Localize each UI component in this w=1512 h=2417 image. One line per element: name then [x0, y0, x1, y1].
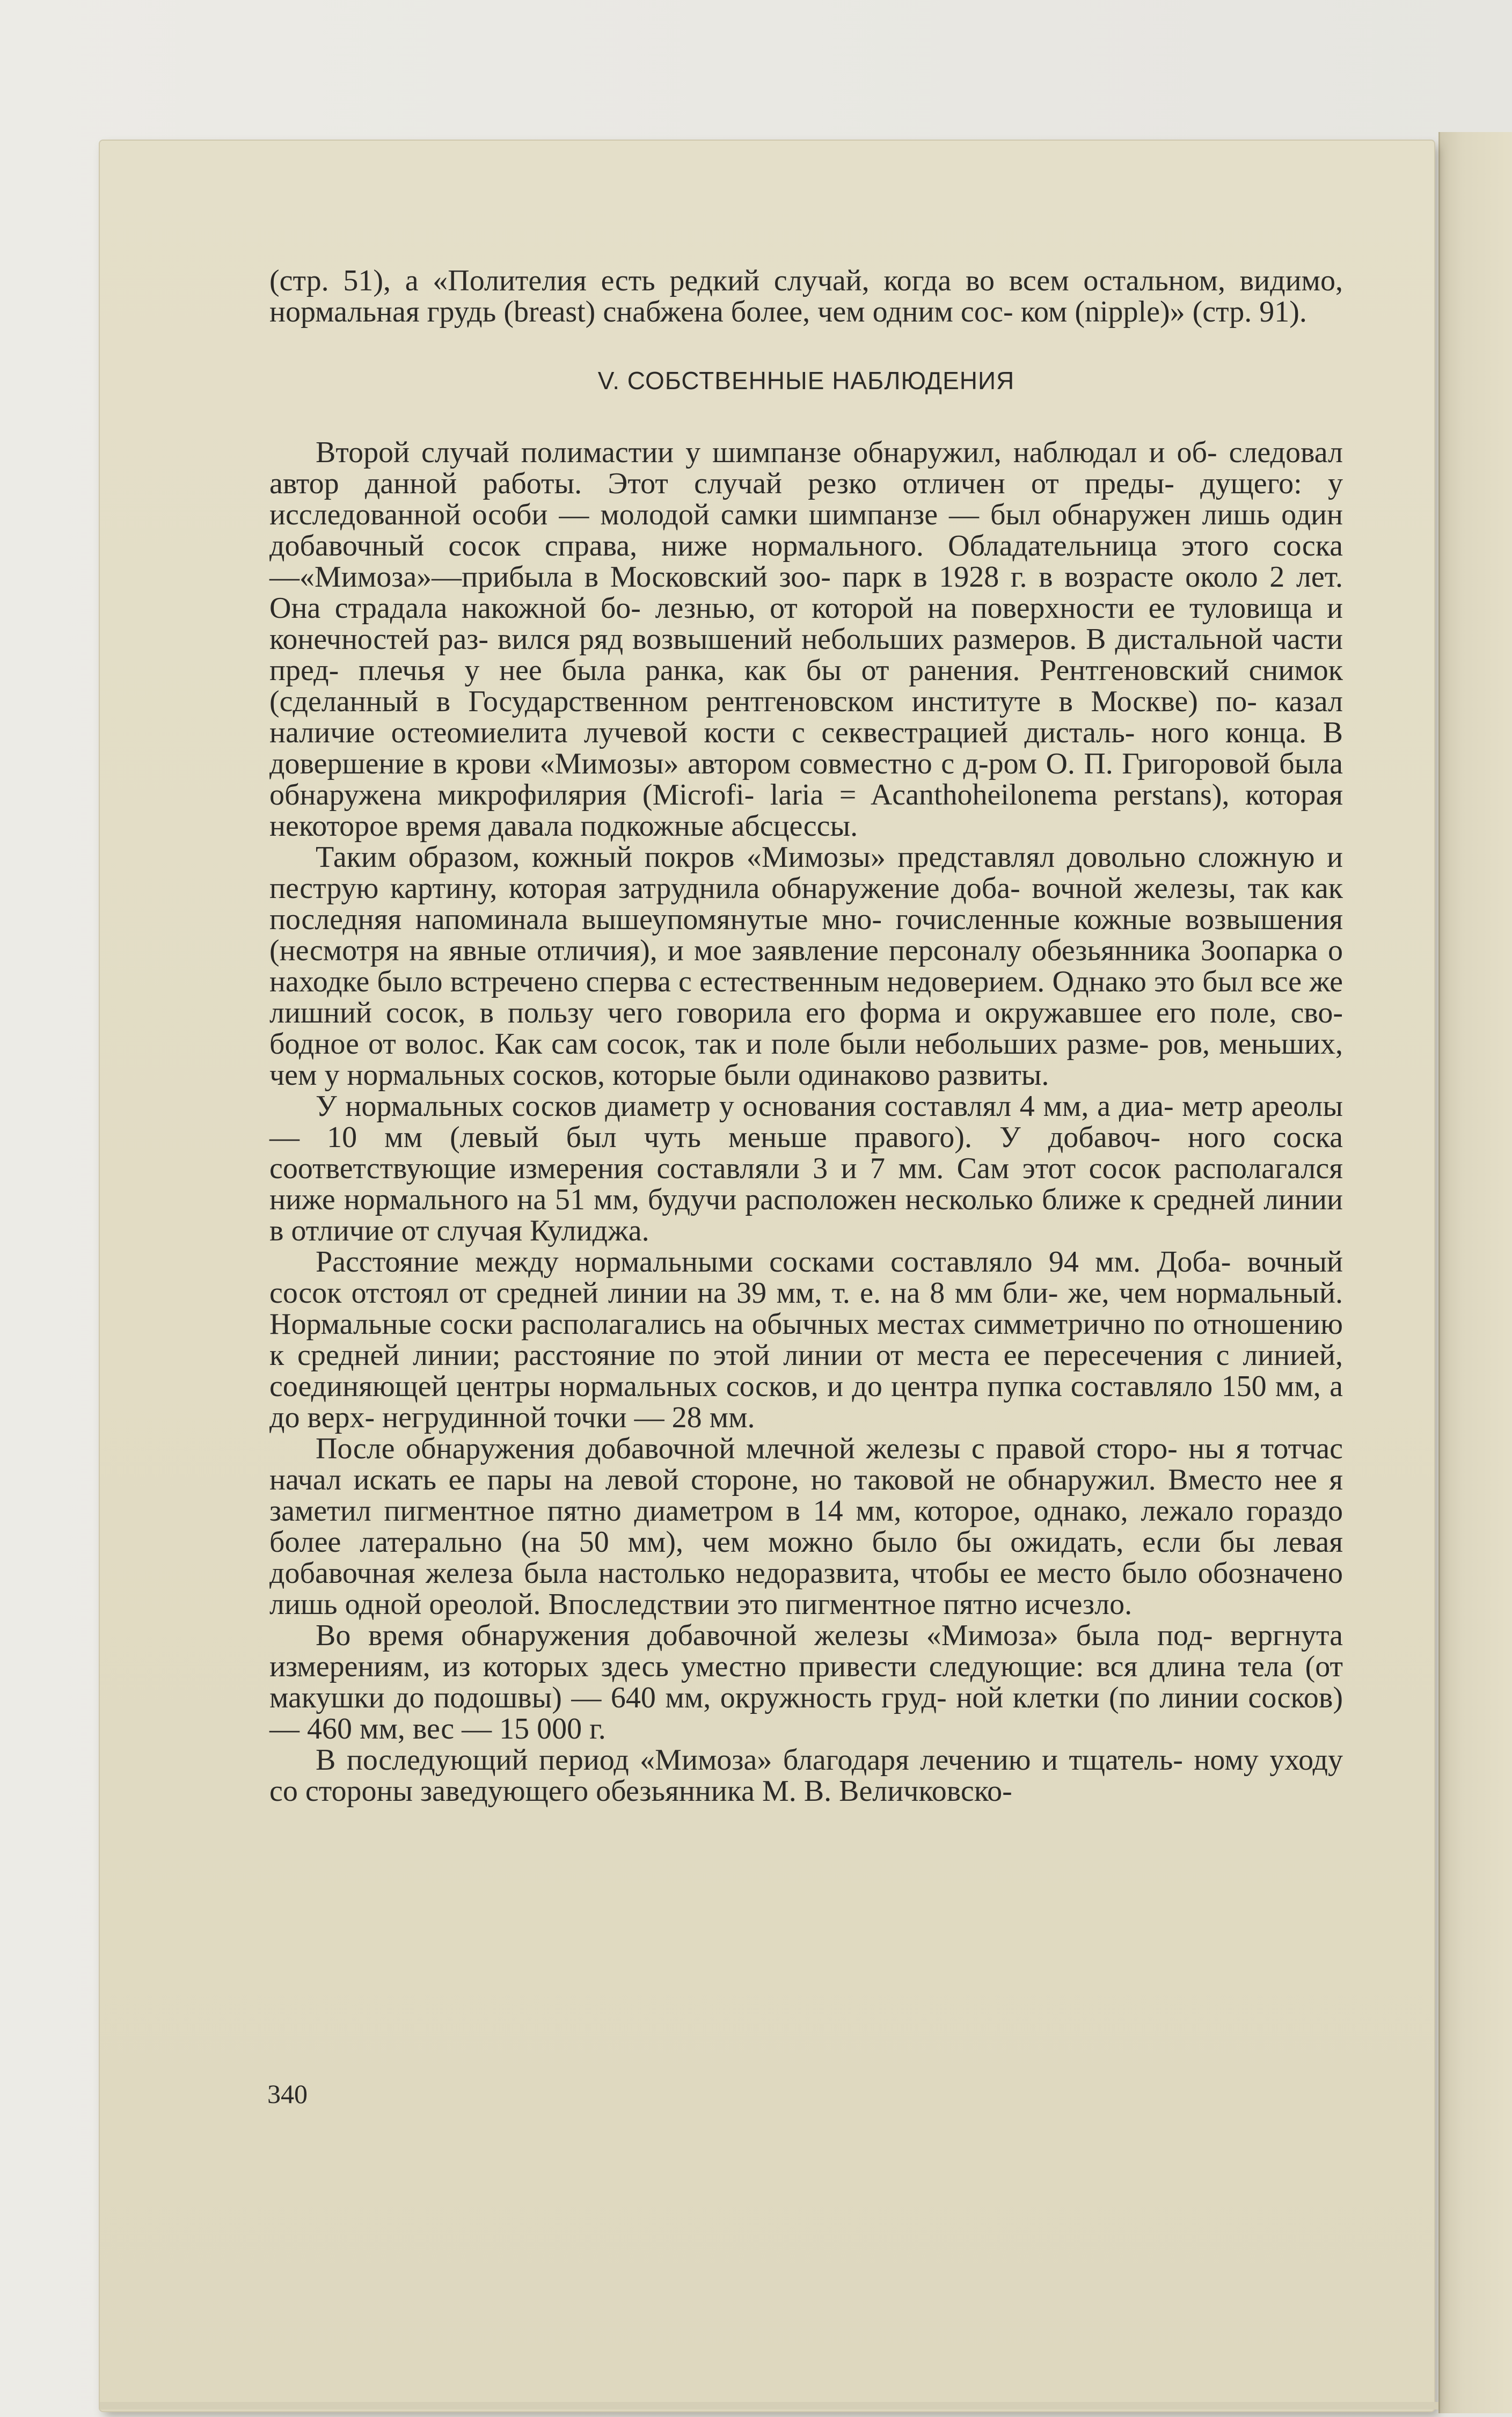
body-paragraph-1: Второй случай полимастии у шимпанзе обнаружил, наблюдал и об- следовал автор данной работы. Этот случай резко отличен от преды- дущего: у исследованной особи — молодой самки шимпанзе — был обнаружен лишь один добавочный сосок справа, ниже нормального. Обладательница этого соска—«Мимоза»—прибыла в Московский зоо- парк в 1928 г. в возрасте около 2 лет. Она страдала накожной бо- лезнью, от которой на поверхности ее туловища и конечностей раз- вился ряд возвышений небольших размеров. В дистальной части пред- плечья у нее была ранка, как бы от ранения. Рентгеновский снимок (сделанный в Государственном рентгеновском институте в Москве) по- казал наличие остеомиелита лучевой кости с секвестрацией дисталь- ного конца. В довершение в крови «Мимозы» автором совместно с д-ром О. П. Григоровой была обнаружена микрофилярия (Microfi- laria = Acanthoheilonema perstans), которая некоторое время давала подкожные абсцессы.	[269, 436, 1343, 843]
page-bottom-edge	[100, 2402, 1438, 2409]
opening-paragraph: (стр. 51), а «Полителия есть редкий случай, когда во всем остальном, видимо, нормальная грудь (breast) снабжена более, чем одним сос- ком (nipple)» (стр. 91).	[269, 264, 1343, 328]
next-page-edge	[1438, 132, 1512, 2413]
page-text-block	[269, 265, 1343, 1807]
body-paragraph-4: Расстояние между нормальными сосками составляло 94 мм. Доба- вочный сосок отстоял от средней линии на 39 мм, т. е. на 8 мм бли- же, чем нормальный. Нормальные соски располагались на обычных местах симметрично по отношению к средней линии; расстояние по этой линии от места ее пересечения с линией, соединяющей центры нормальных сосков, и до центра пупка составляло 150 мм, а до верх- негрудинной точки — 28 мм.	[269, 1245, 1343, 1434]
section-heading: V. СОБСТВЕННЫЕ НАБЛЮДЕНИЯ	[597, 367, 1015, 395]
body-paragraph-7: В последующий период «Мимоза» благодаря лечению и тщатель- ному уходу со стороны заведующего обезьянника М. В. Величковско-	[269, 1743, 1343, 1808]
body-paragraph-3: У нормальных сосков диаметр у основания составлял 4 мм, а диа- метр ареолы — 10 мм (левый был чуть меньше правого). У добавоч- ного соска соответствующие измерения составляли 3 и 7 мм. Сам этот сосок располагался ниже нормального на 51 мм, будучи расположен несколько ближе к средней линии в отличие от случая Кулиджа.	[269, 1090, 1343, 1247]
body-paragraph-5: После обнаружения добавочной млечной железы с правой сторо- ны я тотчас начал искать ее пары на левой стороне, но таковой не обнаружил. Вместо нее я заметил пигментное пятно диаметром в 14 мм, которое, однако, лежало гораздо более латерально (на 50 мм), чем можно было бы ожидать, если бы левая добавочная железа была настолько недоразвита, чтобы ее место было обозначено лишь одной ореолой. Впоследствии это пигментное пятно исчезло.	[269, 1432, 1343, 1621]
page-number: 340	[267, 2079, 308, 2109]
body-paragraph-2: Таким образом, кожный покров «Мимозы» представлял довольно сложную и пеструю картину, которая затруднила обнаружение доба- вочной железы, так как последняя напоминала вышеупомянутые мно- гочисленные кожные возвышения (несмотря на явные отличия), и мое заявление персоналу обезьянника Зоопарка о находке было встречено сперва с естественным недоверием. Однако это был все же лишний сосок, в пользу чего говорила его форма и окружавшее его поле, сво- бодное от волос. Как сам сосок, так и поле были небольших разме- ров, меньших, чем у нормальных сосков, которые были одинаково развиты.	[269, 841, 1343, 1092]
body-paragraph-6: Во время обнаружения добавочной железы «Мимоза» была под- вергнута измерениям, из которых здесь уместно привести следующие: вся длина тела (от макушки до подошвы) — 640 мм, окружность груд- ной клетки (по линии сосков) — 460 мм, вес — 15 000 г.	[269, 1619, 1343, 1746]
